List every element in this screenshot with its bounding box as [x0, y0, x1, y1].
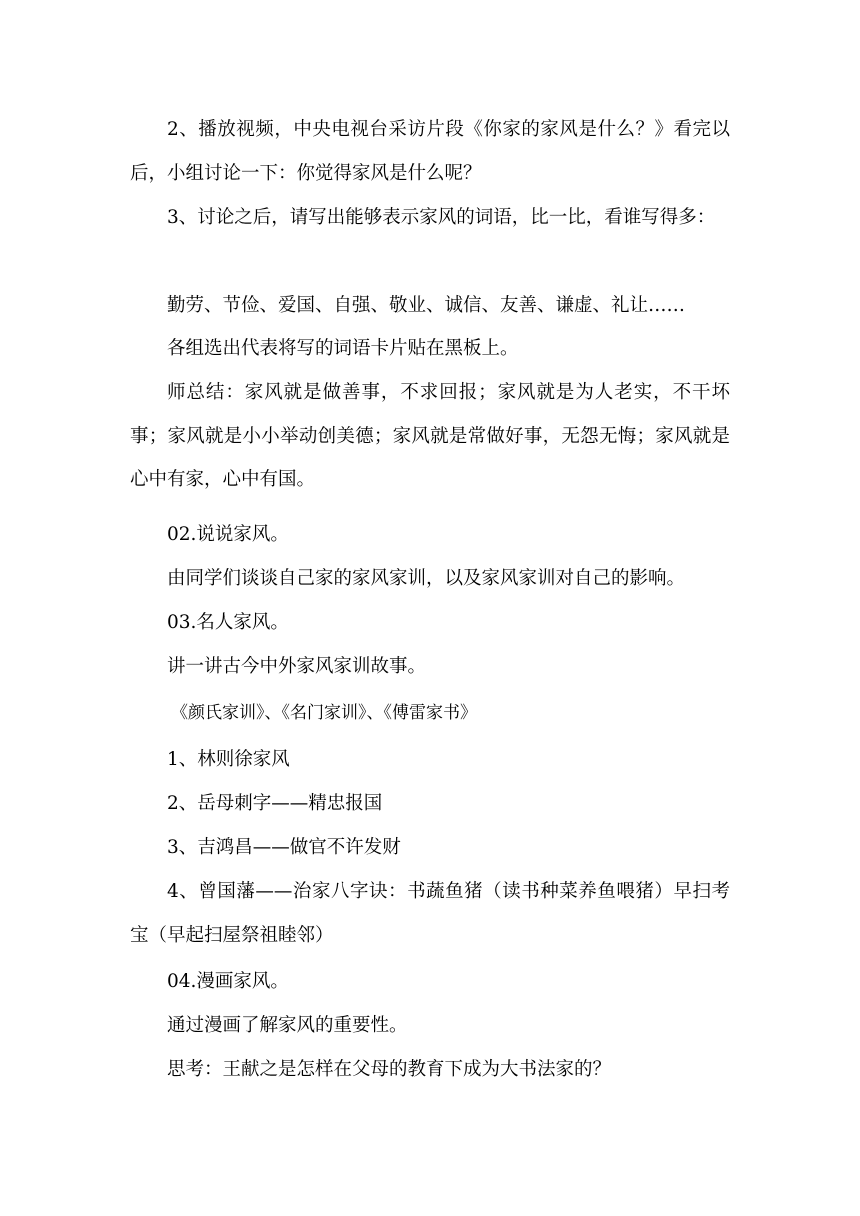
paragraph-tell-stories: 讲一讲古今中外家风家训故事。 — [167, 656, 427, 677]
list-item-zeng-guofan: 4、曾国藩——治家八字诀：书蔬鱼猪（读书种菜养鱼喂猪）早扫考宝（早起扫屋祭祖睦邻） — [130, 881, 730, 946]
paragraph-video-discussion: 2、播放视频，中央电视台采访片段《你家的家风是什么？》看完以后，小组讨论一下：你觉得家风是什么呢？ — [130, 119, 730, 184]
paragraph-word-list: 勤劳、节俭、爱国、自强、敬业、诚信、友善、谦虚、礼让…… — [167, 295, 686, 316]
list-item-ji-hongchang: 3、吉鸿昌——做官不许发财 — [167, 837, 401, 858]
paragraph-students-share: 由同学们谈谈自己家的家风家训，以及家风家训对自己的影响。 — [167, 568, 686, 589]
paragraph-comic-importance: 通过漫画了解家风的重要性。 — [167, 1015, 408, 1036]
list-item-lin-zexu: 1、林则徐家风 — [167, 749, 290, 770]
paragraph-word-cards: 各组选出代表将写的词语卡片贴在黑板上。 — [167, 338, 519, 359]
paragraph-book-titles: 《颜氏家训》、《名门家训》、《傅雷家书》 — [171, 703, 477, 723]
section-heading-famous-family-style: 03.名人家风。 — [167, 612, 289, 633]
list-item-yue-mother: 2、岳母刺字——精忠报国 — [167, 793, 383, 814]
paragraph-write-words: 3、讨论之后，请写出能够表示家风的词语，比一比，看谁写得多： — [167, 207, 716, 228]
section-heading-comic-family-style: 04.漫画家风。 — [167, 971, 289, 992]
section-heading-talk-family-style: 02.说说家风。 — [167, 524, 289, 545]
paragraph-teacher-summary: 师总结：家风就是做善事，不求回报；家风就是为人老实，不干坏事；家风就是小小举动创美德；家风就是常做好事，无怨无悔；家风就是心中有家，心中有国。 — [130, 382, 730, 490]
paragraph-think-question: 思考：王献之是怎样在父母的教育下成为大书法家的？ — [167, 1059, 612, 1080]
